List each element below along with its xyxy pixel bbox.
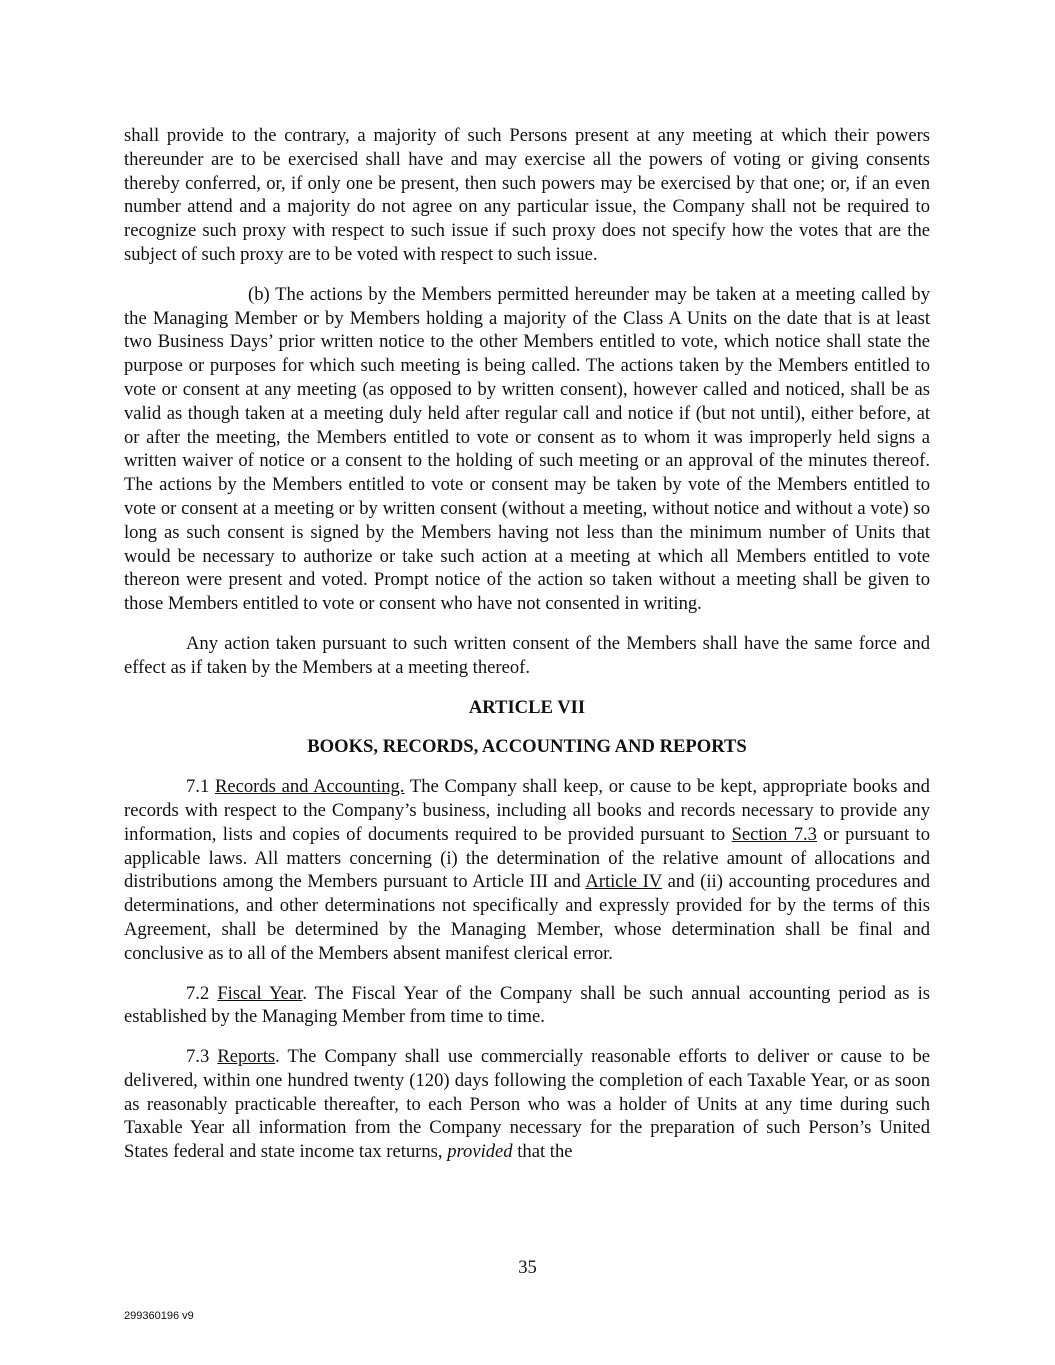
section-7-3: [124, 1045, 930, 1164]
section-7-1-heading: Records and Accounting.: [214, 776, 405, 798]
section-7-3-number: 7.3: [186, 1046, 210, 1068]
section-7-3-emphasis: provided: [447, 1141, 513, 1163]
section-7-3-text-2: that the: [512, 1141, 573, 1163]
article-number-heading: ARTICLE VII: [468, 696, 586, 718]
section-7-3-text-1: . The Company shall use commercially reasonable efforts to deliver or cause to be delivered, within one hundred twenty (120) days following the completion of each Taxable Year, or as soon as reasonably practicable thereafter, to each Person who was a holder of Units at any time during such Taxable Year all information from the Company necessary for the preparation of such Person’s United States federal and state income tax returns,: [124, 1046, 930, 1163]
document-id: 299360196 v9: [124, 1310, 194, 1322]
section-7-1-text-2: or pursuant to applicable laws. All matters concerning (i) the determination of the relative amount of allocations and distributions among the Members pursuant to Article III and: [124, 823, 930, 893]
section-7-3-heading: Reports: [217, 1046, 276, 1068]
paragraph-proxy-continuation: shall provide to the contrary, a majority of such Persons present at any meeting at which their powers thereunder are to be exercised shall have and may exercise all the powers of voting or giving consents thereby conferred, or, if only one be present, then such powers may be exercised by that one; or, if an even number attend and a majority do not agree on any particular issue, the Company shall not be required to recognize such proxy with respect to such issue if such proxy does not specify how the votes that are the subject of such proxy are to be voted with respect to such issue.: [124, 125, 930, 265]
section-7-2-number: 7.2: [186, 982, 210, 1004]
section-7-2: [124, 982, 930, 1030]
section-7-2-text: . The Fiscal Year of the Company shall be such annual accounting period as is established by the Managing Member from time to time.: [124, 982, 930, 1028]
section-7-1-number: 7.1: [186, 776, 210, 798]
article-iv-reference: Article IV: [585, 871, 662, 893]
document-body: [124, 124, 930, 1180]
page-number: 35: [518, 1257, 537, 1278]
article-title-heading: BOOKS, RECORDS, ACCOUNTING AND REPORTS: [307, 736, 747, 758]
section-7-3-reference: Section 7.3: [731, 823, 817, 845]
paragraph-b-member-actions: (b) The actions by the Members permitted hereunder may be taken at a meeting called by the Managing Member or by Members holding a majority of the Class A Units on the date that is at least two Business Days’ prior written notice to the other Members entitled to vote, which notice shall state the purpose or purposes for which such meeting is being called. The actions taken by the Members entitled to vote or consent at any meeting (as opposed to by written consent), however called and noticed, shall be as valid as though taken at a meeting duly held after regular call and notice if (but not until), either before, at or after the meeting, the Members entitled to vote or consent as to whom it was improperly held signs a written waiver of notice or a consent to the holding of such meeting or an approval of the minutes thereof. The actions by the Members entitled to vote or consent may be taken by vote of the Members entitled to vote or consent at a meeting or by written consent (without a meeting, without notice and without a vote) so long as such consent is signed by the Members having not less than the minimum number of Units that would be necessary to authorize or take such action at a meeting at which all Members entitled to vote thereon were present and voted. Prompt notice of the action so taken without a meeting shall be given to those Members entitled to vote or consent who have not consented in writing.: [124, 283, 930, 615]
section-7-1: [124, 775, 930, 965]
section-7-1-text-1: The Company shall keep, or cause to be kept, appropriate books and records with respect to the Company’s business, including all books and records necessary to provide any information, lists and copies of documents required to be provided pursuant to: [124, 776, 930, 845]
section-7-2-heading: Fiscal Year: [217, 982, 303, 1004]
paragraph-written-consent: Any action taken pursuant to such written consent of the Members shall have the same force and effect as if taken by the Members at a meeting thereof.: [124, 632, 930, 678]
section-7-1-text-3: and (ii) accounting procedures and determinations, and other determinations not specifically and expressly provided for by the terms of this Agreement, shall be determined by the Managing Member, whose determination shall be final and conclusive as to all of the Members absent manifest clerical error.: [124, 871, 930, 964]
